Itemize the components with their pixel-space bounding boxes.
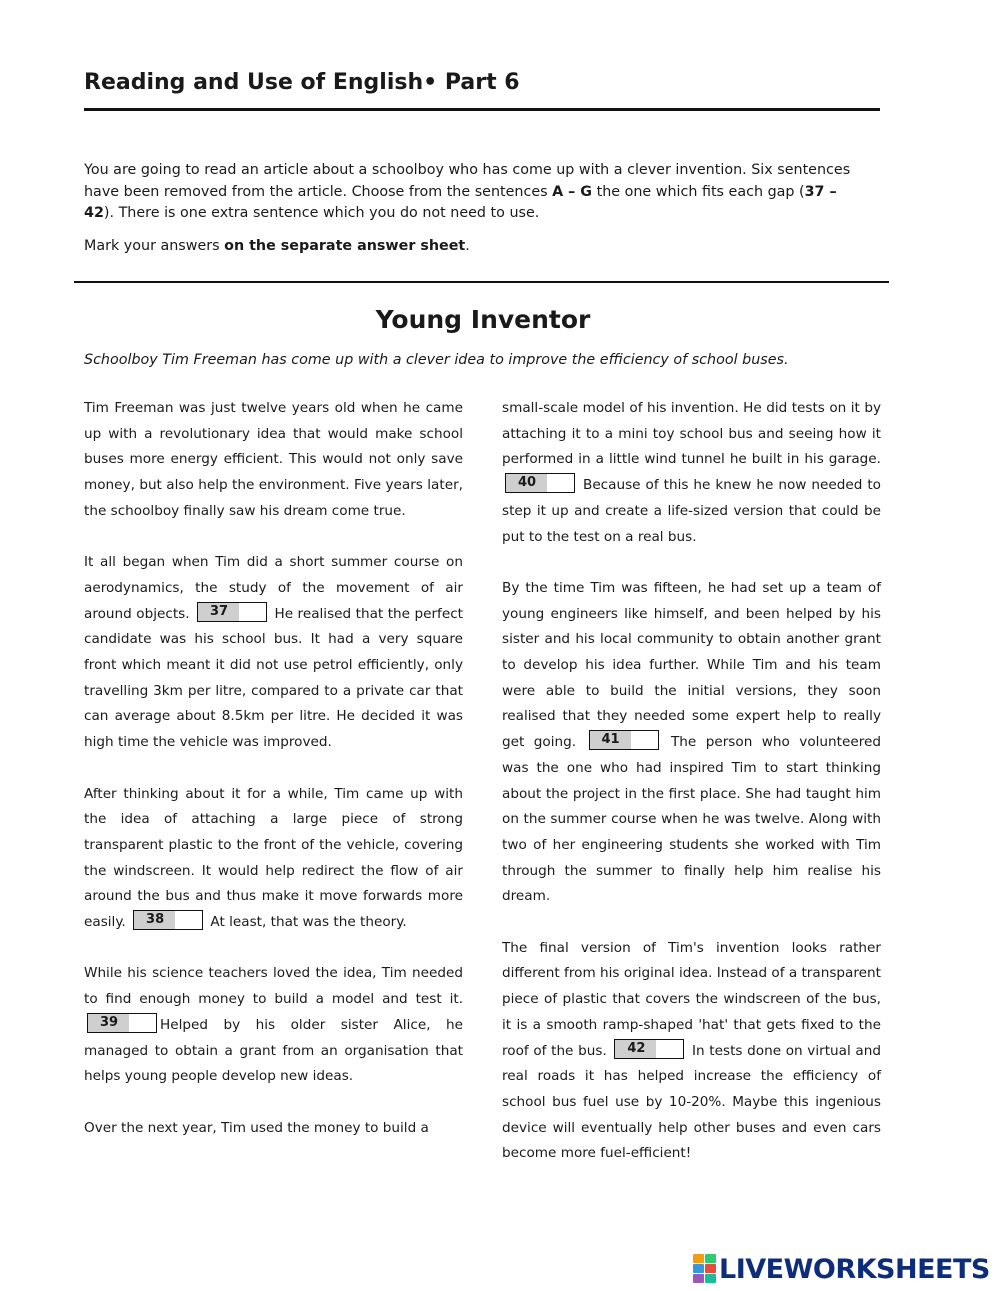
section-title: Reading and Use of English• Part 6 <box>84 70 520 95</box>
gap-number: 42 <box>627 1040 646 1056</box>
paragraph-text: small-scale model of his invention. He did tests on it by attaching it to a mini toy school bus and seeing how it performed in a little wind tunnel he built in his garage. <box>502 400 881 468</box>
logo-block <box>705 1274 716 1283</box>
paragraph-text: At least, that was the theory. <box>206 914 407 931</box>
article-paragraph <box>84 550 463 756</box>
article-paragraph <box>84 396 463 525</box>
section-divider <box>74 281 889 283</box>
answer-gap-41[interactable] <box>589 730 659 750</box>
header-divider <box>84 108 880 111</box>
instructions <box>84 160 864 268</box>
article-title: Young Inventor <box>375 305 591 334</box>
gap-number: 40 <box>517 475 537 491</box>
paragraph-text: It all began when Tim did a short summer course on aerodynamics, the study of the movement of air around objects. <box>84 554 463 622</box>
paragraph-text: While his science teachers loved the idea, Tim needed to find enough money to build a model and test it. <box>84 965 463 1008</box>
answer-gap-39[interactable] <box>87 1013 157 1033</box>
liveworksheets-blocks-icon <box>693 1254 717 1284</box>
paragraph-text: Tim Freeman was just twelve years old when he came up with a revolutionary idea that would make school buses more energy efficient. This would not only save money, but also help the environment. Five years later, the schoolboy finally saw his dream come true. <box>84 400 463 519</box>
answer-gap-42[interactable] <box>614 1039 684 1059</box>
article-paragraph <box>84 1116 463 1142</box>
article-subtitle: Schoolboy Tim Freeman has come up with a clever idea to improve the efficiency of school buses. <box>84 352 789 368</box>
paragraph-text: He realised that the perfect candidate was his school bus. It had a very square front which meant it did not use petrol efficiently, only travelling 3km per litre, compared to a private car that can average about 8.5km per litre. He decided it was high time the vehicle was improved. <box>84 605 463 751</box>
instructions-answer-note <box>84 236 864 258</box>
paragraph-text: The person who volunteered was the one who had inspired Tim to start thinking about the project in the first place. She had taught him on the summer course when he was twelve. Along with two of her engineering students she worked with Tim through the summer to finally help him realise his dream. <box>502 734 881 905</box>
article-paragraph <box>502 936 881 1167</box>
instruction-text: ). There is one extra sentence which you do not need to use. <box>103 205 540 221</box>
instructions-paragraph <box>84 160 864 225</box>
paragraph-text: Helped by his older sister Alice, he managed to obtain a grant from an organisation that helps young people develop new ideas. <box>84 1016 463 1085</box>
answer-gap-40[interactable] <box>505 473 575 493</box>
paragraph-text: Over the next year, Tim used the money to build a <box>84 1119 429 1136</box>
instruction-text: Mark your answers <box>84 237 225 254</box>
gap-number: 41 <box>601 732 620 748</box>
paragraph-text: Because of this he knew he now needed to step it up and create a life-sized version that could be put to the test on a real bus. <box>502 477 881 545</box>
logo-block <box>705 1264 716 1273</box>
paragraph-text: In tests done on virtual and real roads it has helped increase the efficiency of school bus fuel use by 10-20%. Maybe this ingenious device will eventually help other buses and even cars become more fuel-efficient! <box>502 1042 881 1162</box>
logo-text: LIVEWORKSHEETS <box>719 1253 990 1285</box>
article-paragraph <box>84 961 463 1090</box>
article-paragraph <box>502 576 881 910</box>
article-paragraph <box>502 396 881 550</box>
paragraph-text: After thinking about it for a while, Tim came up with the idea of attaching a large piece of strong transparent plastic to the front of the vehicle, covering the windscreen. It would help redirect the flow of air around the bus and thus make it move forwards more easily. <box>84 785 463 931</box>
gap-number: 37 <box>209 603 229 619</box>
article-left-column <box>84 396 463 1141</box>
emphasis-text: on the separate answer sheet <box>224 237 466 254</box>
logo-block <box>693 1254 704 1263</box>
liveworksheets-logo[interactable] <box>693 1252 990 1286</box>
logo-block <box>693 1274 704 1283</box>
paragraph-text: The final version of Tim's invention looks rather different from his original idea. Instead of a transparent piece of plastic that covers the windscreen of the bus, it is a smooth ramp-shaped 'hat' that gets fixed to the roof of the bus. <box>502 939 881 1059</box>
emphasis-text: A – G <box>552 183 593 200</box>
instruction-text: You are going to read an article about a schoolboy who has come up with a clever invention. Six sentences have been removed from the article. Choose from the sentences <box>84 162 851 200</box>
logo-block <box>705 1254 716 1263</box>
logo-block <box>693 1264 704 1273</box>
instruction-text: the one which fits each gap ( <box>592 183 805 200</box>
gap-number: 38 <box>146 912 165 928</box>
paragraph-text: By the time Tim was fifteen, he had set up a team of young engineers like himself, and been helped by his sister and his local community to obtain another grant to develop his idea further. While Tim and his team were able to build the initial versions, they soon realised that they needed some expert help to really get going. <box>502 579 881 751</box>
article-right-column <box>502 396 881 1167</box>
answer-gap-37[interactable] <box>197 602 267 622</box>
instruction-text: . <box>465 237 470 254</box>
emphasis-text: 37 – 42 <box>84 183 837 221</box>
article-paragraph <box>84 782 463 936</box>
gap-number: 39 <box>99 1014 119 1030</box>
answer-gap-38[interactable] <box>133 910 203 930</box>
